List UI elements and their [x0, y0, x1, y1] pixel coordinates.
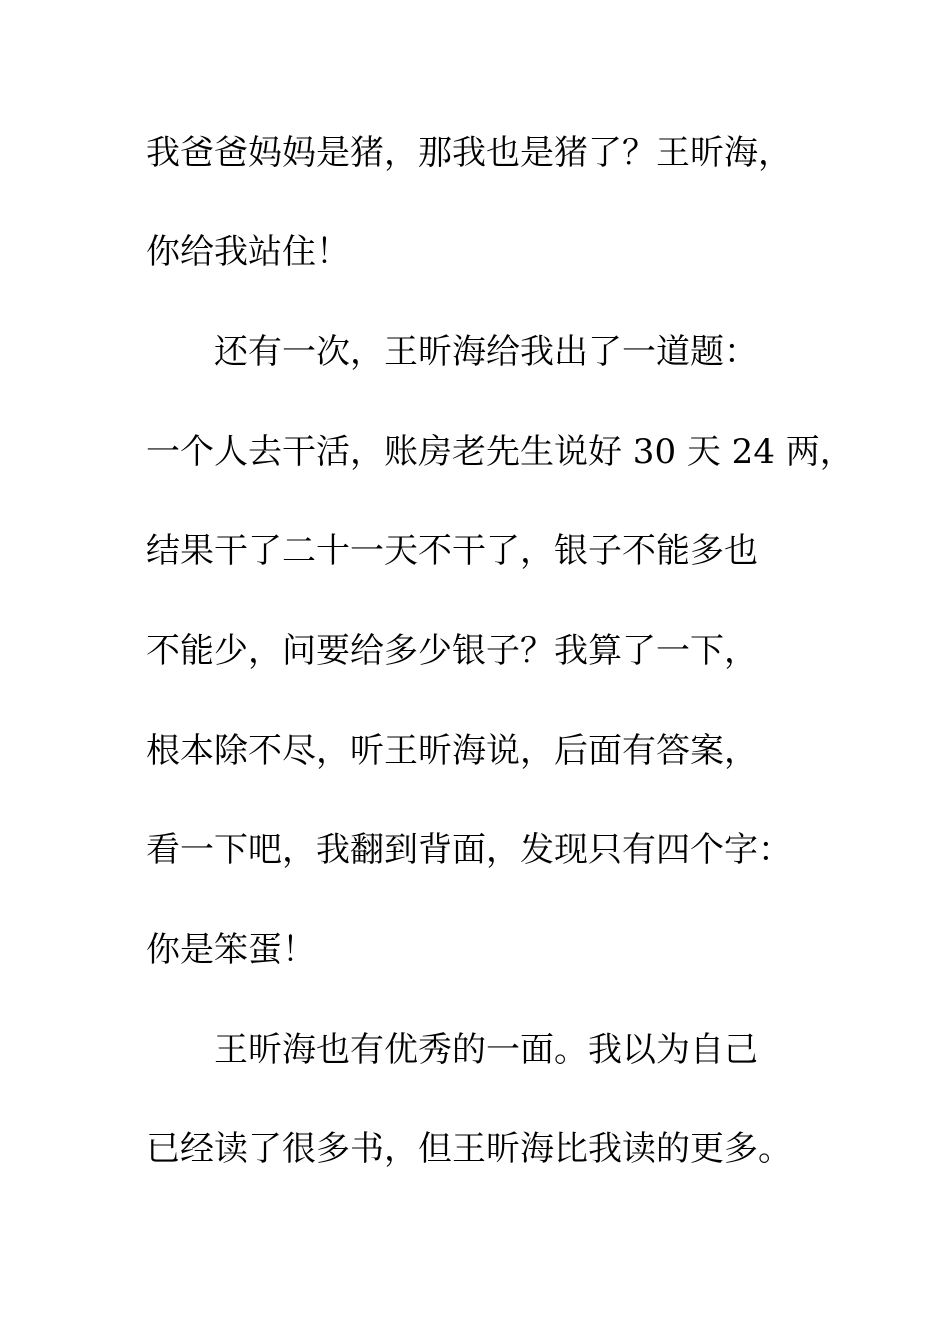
text-line: 已经读了很多书，但王昕海比我读的更多。	[146, 1129, 792, 1169]
text-line: 不能少，问要给多少银子？我算了一下，	[146, 631, 758, 671]
text-line: 你是笨蛋！	[146, 930, 316, 970]
paragraph-start-line: 王昕海也有优秀的一面。我以为自己	[214, 1030, 758, 1070]
text-line: 结果干了二十一天不干了，银子不能多也	[146, 531, 758, 571]
paragraph-start-line: 还有一次，王昕海给我出了一道题：	[214, 332, 758, 372]
text-line: 看一下吧，我翻到背面，发现只有四个字：	[146, 830, 792, 870]
text-line: 你给我站住！	[146, 232, 350, 272]
text-line: 根本除不尽，听王昕海说，后面有答案，	[146, 731, 758, 771]
text-line: 我爸爸妈妈是猪，那我也是猪了？王昕海，	[146, 133, 792, 173]
text-line: 一个人去干活，账房老先生说好 30 天 24 两，	[146, 432, 854, 472]
